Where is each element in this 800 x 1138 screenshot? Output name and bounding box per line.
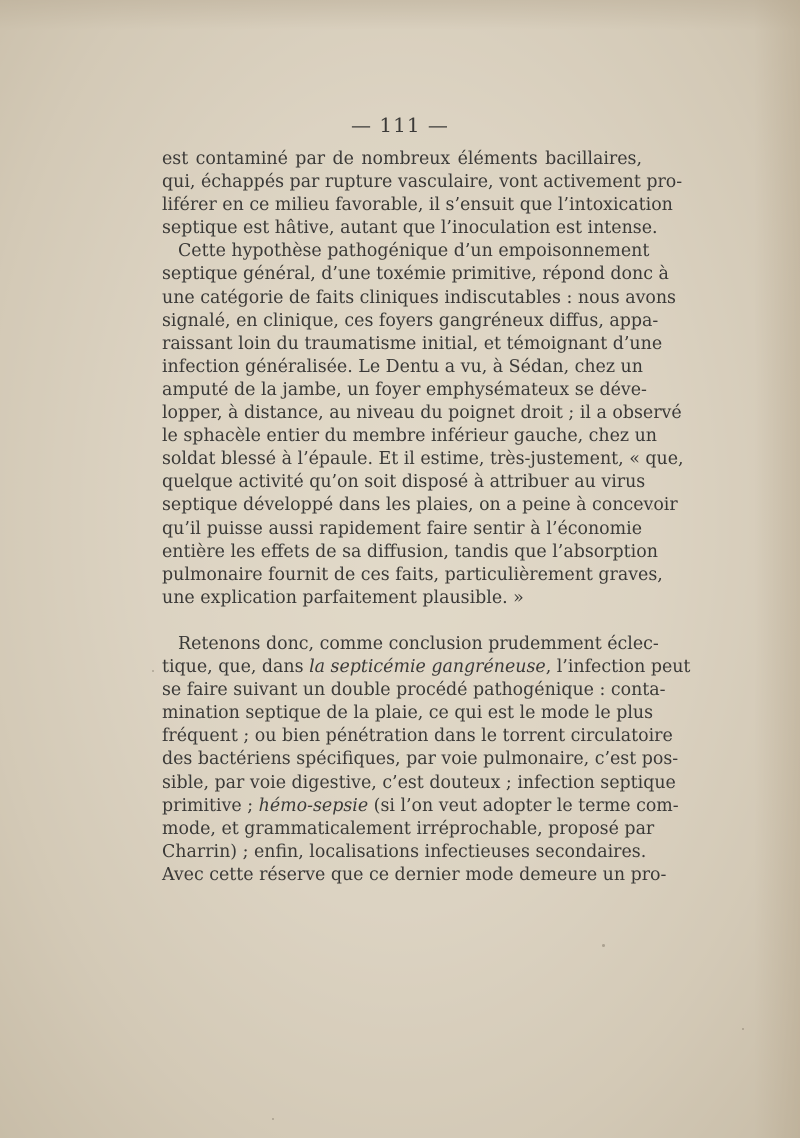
text-line: qui, échappés par rupture vasculaire, vont activement pro- <box>162 172 683 193</box>
paragraph-1 <box>162 148 684 610</box>
text-segment: , l’infection peut <box>545 657 691 678</box>
page-number: — 111 — <box>351 113 449 137</box>
text-line: Avec cette réserve que ce dernier mode demeure un pro- <box>162 864 667 885</box>
text-line: mode, et grammaticalement irréprochable, proposé par <box>162 818 655 839</box>
text-line: une explication parfaitement plausible. » <box>162 587 524 608</box>
paper-speck <box>152 670 154 672</box>
text-line: une catégorie de faits cliniques indiscutables : nous avons <box>162 287 676 308</box>
text-line: lopper, à distance, au niveau du poignet droit ; il a observé <box>162 403 682 424</box>
paragraph-2 <box>162 633 691 887</box>
text-line: Charrin) ; enfin, localisations infectieuses secondaires. <box>162 841 647 862</box>
text-line: entière les effets de sa diffusion, tandis que l’absorption <box>162 541 658 562</box>
text-line: septique général, d’une toxémie primitive, répond donc à <box>162 264 669 285</box>
text-line: infection généralisée. Le Dentu a vu, à Sédan, chez un <box>162 356 643 377</box>
paper-speck <box>651 508 653 510</box>
text-line: raissant loin du traumatisme initial, et témoignant d’une <box>162 333 663 354</box>
text-line: signalé, en clinique, ces foyers gangréneux diffus, appa- <box>162 310 659 331</box>
italic-term: la septicémie gangréneuse <box>309 657 546 678</box>
paper-speck <box>272 1118 274 1120</box>
text-line: amputé de la jambe, un foyer emphysémateux se déve- <box>162 379 647 400</box>
page-edge-shadow-right <box>754 0 800 1138</box>
text-line: Retenons donc, comme conclusion prudemment éclec- <box>178 634 659 654</box>
text-line: soldat blessé à l’épaule. Et il estime, très-justement, « que, <box>162 449 684 470</box>
page-edge-shadow-top <box>0 0 800 30</box>
paper-speck <box>742 1028 744 1030</box>
text-line: fréquent ; ou bien pénétration dans le torrent circulatoire <box>162 726 673 747</box>
text-line: sible, par voie digestive, c’est douteux ; infection septique <box>162 772 676 793</box>
text-line: pulmonaire fournit de ces faits, particulièrement graves, <box>162 564 663 585</box>
text-line: quelque activité qu’on soit disposé à attribuer au virus <box>162 472 646 493</box>
text-line: qu’il puisse aussi rapidement faire sentir à l’économie <box>162 518 642 539</box>
text-line: septique développé dans les plaies, on a peine à concevoir <box>162 495 678 516</box>
text-line: est contaminé par de nombreux éléments bacillaires, <box>162 149 642 169</box>
text-segment: tique, que, dans <box>162 657 310 678</box>
text-segment: (si l’on veut adopter le terme com- <box>368 795 679 816</box>
text-line: Cette hypothèse pathogénique d’un empoisonnement <box>178 241 650 262</box>
text-line: septique est hâtive, autant que l’inoculation est intense. <box>162 218 658 239</box>
text-segment: primitive ; <box>162 795 259 816</box>
text-line: des bactériens spécifiques, par voie pulmonaire, c’est pos- <box>162 749 679 770</box>
text-line: liférer en ce milieu favorable, il s’ensuit que l’intoxication <box>162 195 673 216</box>
text-line <box>162 656 691 679</box>
text-line: mination septique de la plaie, ce qui est le mode le plus <box>162 703 654 724</box>
text-line <box>162 795 679 818</box>
italic-term: hémo-sepsie <box>258 795 369 816</box>
text-line: se faire suivant un double procédé pathogénique : conta- <box>162 680 666 701</box>
text-line: le sphacèle entier du membre inférieur gauche, chez un <box>162 426 658 447</box>
paper-speck <box>602 944 605 947</box>
